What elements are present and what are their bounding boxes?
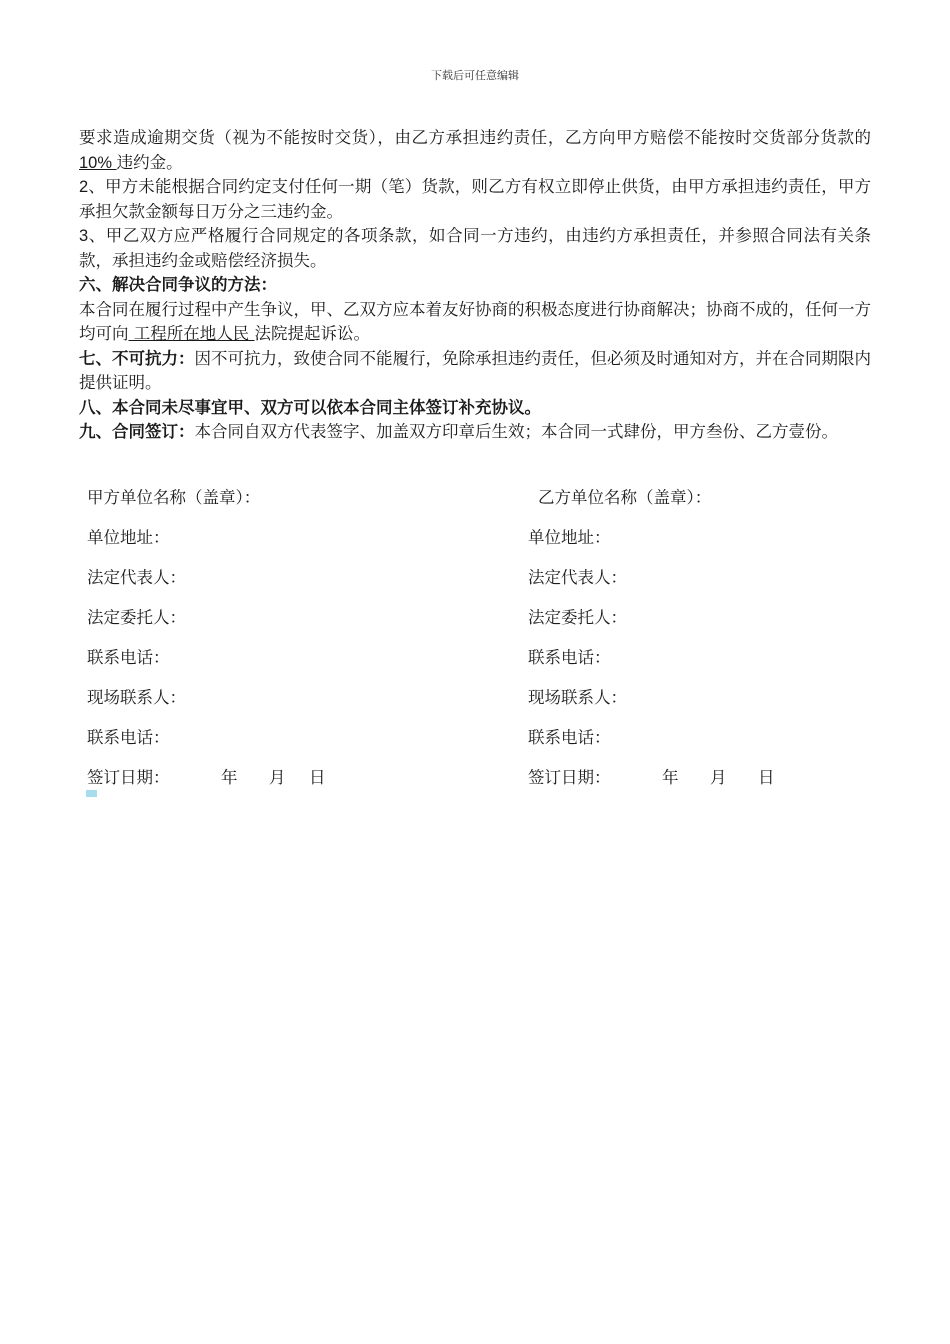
- clause-text: 、甲乙双方应严格履行合同规定的各项条款，如合同一方违约，由违约方承担责任，并参照合同法有关条款，承担违约金或赔偿经济损失。: [79, 226, 871, 270]
- party-b-date-month: 月: [710, 768, 727, 787]
- clause-breach: [79, 224, 871, 273]
- party-b-date: [528, 764, 867, 804]
- party-b-date-year: 年: [662, 768, 679, 787]
- signature-row-date: [87, 764, 867, 804]
- clause-text: 、甲方未能根据合同约定支付任何一期（笔）货款，则乙方有权立即停止供货，由甲方承担违约责任，甲方承担欠款金额每日万分之三违约金。: [79, 177, 871, 221]
- party-b-name-label: 乙方单位名称（盖章）：: [538, 488, 712, 507]
- party-a-date-day: 日: [309, 768, 326, 787]
- clause-number: 3: [79, 227, 89, 245]
- party-b-date-day: 日: [758, 768, 775, 787]
- party-a-date-label: 签订日期：: [87, 768, 170, 787]
- clause-text: 违约金。: [116, 152, 183, 172]
- signature-row-name: [87, 484, 867, 524]
- signature-row-agent: [87, 604, 867, 644]
- clause-text: 本合同在履行过程中产生争议，甲、乙双方应本着友好协商的积极态度进行协商解决；协商不成的，任何一方均可向: [79, 299, 871, 343]
- signature-row-phone: [87, 644, 867, 684]
- clause-payment-penalty: [79, 175, 871, 224]
- party-b-site-phone-label: 联系电话：: [528, 728, 611, 747]
- clause-text: 因不可抗力，致使合同不能履行，免除承担违约责任，但必须及时通知对方，并在合同期限内提供证明。: [79, 348, 871, 392]
- party-b-address-label: 单位地址：: [528, 528, 611, 547]
- party-a-address-label: 单位地址：: [87, 528, 170, 547]
- clause-force-majeure: [79, 347, 871, 396]
- signature-row-address: [87, 524, 867, 564]
- signature-row-legal-rep: [87, 564, 867, 604]
- party-a-legal-rep-label: 法定代表人：: [87, 568, 186, 587]
- party-a-name-label: 甲方单位名称（盖章）：: [87, 488, 261, 507]
- party-b-legal-rep-label: 法定代表人：: [528, 568, 627, 587]
- contract-body: [79, 126, 871, 445]
- section-force-majeure-title: 七、不可抗力：: [79, 348, 195, 368]
- section-dispute-title: 六、解决合同争议的方法：: [79, 275, 277, 294]
- party-b-site-contact-label: 现场联系人：: [528, 688, 627, 707]
- party-a-date-month: 月: [269, 768, 286, 787]
- section-supplement-title: 八、本合同未尽事宜甲、双方可以依本合同主体签订补充协议。: [79, 397, 541, 417]
- clause-number: 2: [79, 178, 89, 196]
- signature-row-site-phone: [87, 724, 867, 764]
- clause-signing: [79, 420, 871, 445]
- party-b-date-label: 签订日期：: [528, 768, 611, 787]
- clause-dispute: [79, 298, 871, 347]
- penalty-rate: 10%: [79, 153, 117, 172]
- page-header-note: 下载后可任意编辑: [431, 69, 519, 82]
- clause-delivery-penalty: [79, 126, 871, 175]
- party-a-date-year: 年: [221, 768, 238, 787]
- clause-text: 要求造成逾期交货（视为不能按时交货），由乙方承担违约责任，乙方向甲方赔偿不能按时交货部分货款的: [79, 128, 871, 147]
- party-a-site-phone-label: 联系电话：: [87, 728, 170, 747]
- party-a-site-contact-label: 现场联系人：: [87, 688, 186, 707]
- clause-text: 本合同自双方代表签字、加盖双方印章后生效；本合同一式肆份，甲方叁份、乙方壹份。: [194, 422, 838, 441]
- party-b-agent-label: 法定委托人：: [528, 608, 627, 627]
- clause-text: 法院提起诉讼。: [254, 324, 370, 343]
- court-location: 工程所在地人民: [128, 324, 255, 343]
- party-a-date: [87, 764, 528, 804]
- section-signing-title: 九、合同签订：: [79, 422, 195, 441]
- text-cursor-highlight: [86, 790, 97, 797]
- party-a-agent-label: 法定委托人：: [87, 608, 186, 627]
- party-b-phone-label: 联系电话：: [528, 648, 611, 667]
- signature-block: [87, 484, 867, 804]
- signature-row-site-contact: [87, 684, 867, 724]
- party-a-phone-label: 联系电话：: [87, 648, 170, 667]
